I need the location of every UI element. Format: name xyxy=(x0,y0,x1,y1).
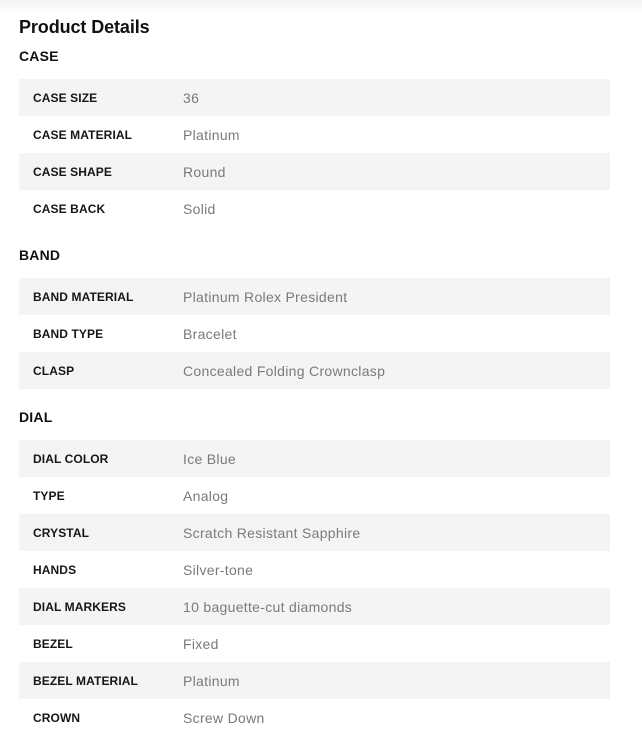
spec-table-dial xyxy=(19,440,610,736)
spec-row-type xyxy=(19,477,610,514)
section-band xyxy=(19,246,610,389)
spec-row-case-shape xyxy=(19,153,610,190)
spec-label: CLASP xyxy=(33,363,75,378)
section-title-case: CASE xyxy=(19,48,59,64)
spec-label: DIAL MARKERS xyxy=(33,599,126,614)
page-title: Product Details xyxy=(19,17,150,37)
spec-value: Platinum xyxy=(183,672,240,689)
spec-value: Solid xyxy=(183,200,216,217)
section-title-dial: DIAL xyxy=(19,409,53,425)
spec-row-hands xyxy=(19,551,610,588)
spec-value: Scratch Resistant Sapphire xyxy=(183,524,361,541)
spec-row-clasp xyxy=(19,352,610,389)
spec-table-case xyxy=(19,79,610,227)
spec-table-band xyxy=(19,278,610,389)
spec-row-case-material xyxy=(19,116,610,153)
section-title-band: BAND xyxy=(19,247,61,263)
spec-row-band-material xyxy=(19,278,610,315)
spec-row-crystal xyxy=(19,514,610,551)
spec-label: TYPE xyxy=(33,488,65,503)
spec-label: CASE SHAPE xyxy=(33,164,113,179)
spec-label: CASE MATERIAL xyxy=(33,127,133,142)
spec-value: Analog xyxy=(183,487,229,504)
spec-value: Silver-tone xyxy=(183,561,254,578)
spec-row-dial-color xyxy=(19,440,610,477)
spec-row-band-type xyxy=(19,315,610,352)
section-case xyxy=(19,47,610,227)
spec-label: CASE SIZE xyxy=(33,90,98,105)
spec-value: Platinum xyxy=(183,126,240,143)
spec-label: CASE BACK xyxy=(33,201,106,216)
spec-row-dial-markers xyxy=(19,588,610,625)
spec-value: Platinum Rolex President xyxy=(183,288,348,305)
spec-label: BAND TYPE xyxy=(33,326,104,341)
spec-label: BEZEL xyxy=(33,636,73,651)
spec-value: Ice Blue xyxy=(183,450,236,467)
spec-value: Concealed Folding Crownclasp xyxy=(183,362,386,379)
spec-row-crown xyxy=(19,699,610,736)
section-dial xyxy=(19,408,610,736)
spec-value: Screw Down xyxy=(183,709,265,726)
spec-label: CRYSTAL xyxy=(33,525,90,540)
spec-label: HANDS xyxy=(33,562,77,577)
spec-value: Round xyxy=(183,163,226,180)
spec-row-case-back xyxy=(19,190,610,227)
spec-row-case-size xyxy=(19,79,610,116)
spec-label: DIAL COLOR xyxy=(33,451,109,466)
spec-label: BAND MATERIAL xyxy=(33,289,134,304)
spec-label: CROWN xyxy=(33,710,81,725)
spec-row-bezel-material xyxy=(19,662,610,699)
spec-value: 36 xyxy=(183,89,200,106)
spec-value: 10 baguette-cut diamonds xyxy=(183,598,353,615)
spec-value: Bracelet xyxy=(183,325,237,342)
spec-label: BEZEL MATERIAL xyxy=(33,673,138,688)
spec-row-bezel xyxy=(19,625,610,662)
spec-value: Fixed xyxy=(183,635,219,652)
